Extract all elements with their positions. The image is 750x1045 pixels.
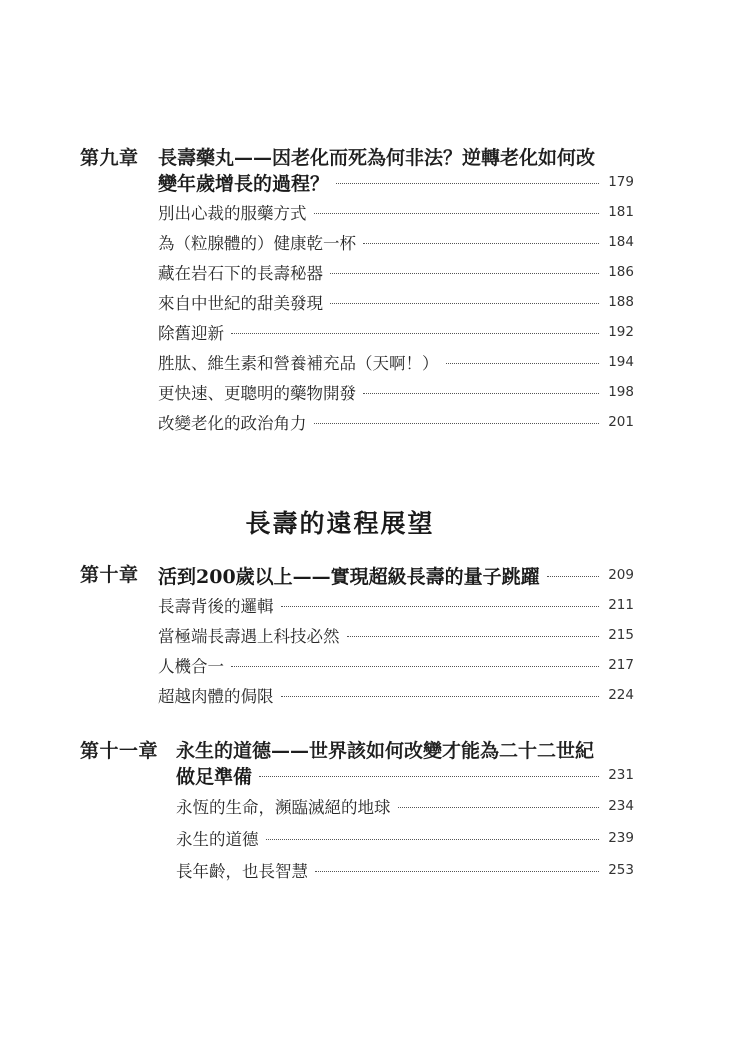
- toc-entry[interactable]: [176, 858, 634, 882]
- dot-leader: [336, 183, 599, 184]
- dot-leader: [266, 839, 600, 840]
- toc-entry[interactable]: [158, 593, 634, 617]
- page-number: 181: [608, 204, 634, 220]
- page-number: 217: [608, 657, 634, 673]
- entry-title: 永恆的生命，瀕臨滅絕的地球: [176, 798, 391, 817]
- entry-title: 除舊迎新: [158, 324, 224, 343]
- chapter-11-title-line2: 做足準備: [176, 765, 253, 788]
- toc-entry[interactable]: [158, 653, 634, 677]
- dot-leader: [231, 666, 599, 667]
- page-number: 198: [608, 384, 634, 400]
- entry-title: 當極端長壽遇上科技必然: [158, 627, 340, 646]
- page-number: 234: [608, 798, 634, 814]
- page-number: 184: [608, 234, 634, 250]
- entry-title: 為（粒腺體的）健康乾一杯: [158, 234, 356, 253]
- dot-leader: [281, 696, 600, 697]
- dot-leader: [315, 871, 599, 872]
- chapter-10-label: 第十章: [80, 564, 139, 586]
- chapter-9-title-entry[interactable]: [158, 170, 634, 194]
- dot-leader: [281, 606, 600, 607]
- page-number: 188: [608, 294, 634, 310]
- dot-leader: [231, 333, 599, 334]
- entry-title: 別出心裁的服藥方式: [158, 204, 307, 223]
- dot-leader: [330, 273, 599, 274]
- chapter-9-title-line2: 變年歲增長的過程？: [158, 172, 330, 195]
- toc-entry[interactable]: [158, 290, 634, 314]
- chapter-9-title-line1: 長壽藥丸——因老化而死為何非法？逆轉老化如何改: [158, 147, 596, 169]
- page-number: 211: [608, 597, 634, 613]
- section-heading: 長壽的遠程展望: [245, 509, 435, 538]
- entry-title: 超越肉體的侷限: [158, 687, 274, 706]
- entry-title: 改變老化的政治角力: [158, 414, 307, 433]
- entry-title: 長壽背後的邏輯: [158, 597, 274, 616]
- dot-leader: [330, 303, 599, 304]
- chapter-11-label: 第十一章: [80, 740, 159, 762]
- toc-entry[interactable]: [158, 380, 634, 404]
- page-number: 194: [608, 354, 634, 370]
- chapter-10-title-entry[interactable]: [158, 563, 634, 587]
- page-number: 201: [608, 414, 634, 430]
- dot-leader: [446, 363, 600, 364]
- entry-title: 胜肽、維生素和營養補充品（天啊！）: [158, 354, 439, 373]
- page-number: 209: [608, 567, 634, 583]
- toc-entry[interactable]: [158, 320, 634, 344]
- toc-entry[interactable]: [158, 200, 634, 224]
- toc-entry[interactable]: [158, 230, 634, 254]
- entry-title: 更快速、更聰明的藥物開發: [158, 384, 356, 403]
- toc-entry[interactable]: [158, 350, 634, 374]
- toc-entry[interactable]: [176, 826, 634, 850]
- page-number: 186: [608, 264, 634, 280]
- chapter-10-title: 活到200歲以上——實現超級長壽的量子跳躍: [158, 565, 540, 588]
- page-number: 253: [608, 862, 634, 878]
- chapter-9-label: 第九章: [80, 147, 139, 169]
- dot-leader: [259, 776, 599, 777]
- entry-title: 來自中世紀的甜美發現: [158, 294, 323, 313]
- page-number: 179: [608, 174, 634, 190]
- entry-title: 藏在岩石下的長壽秘器: [158, 264, 323, 283]
- toc-entry[interactable]: [176, 794, 634, 818]
- toc-entry[interactable]: [158, 410, 634, 434]
- chapter-11-title-line1: 永生的道德——世界該如何改變才能為二十二世紀: [176, 740, 595, 762]
- entry-title: 人機合一: [158, 657, 224, 676]
- entry-title: 長年齡，也長智慧: [176, 862, 308, 881]
- dot-leader: [314, 423, 600, 424]
- dot-leader: [547, 576, 599, 577]
- page-number: 215: [608, 627, 634, 643]
- toc-entry[interactable]: [158, 683, 634, 707]
- dot-leader: [363, 393, 599, 394]
- toc-entry[interactable]: [158, 260, 634, 284]
- entry-title: 永生的道德: [176, 830, 259, 849]
- page-number: 231: [608, 767, 634, 783]
- dot-leader: [398, 807, 600, 808]
- dot-leader: [314, 213, 600, 214]
- dot-leader: [363, 243, 599, 244]
- page-number: 192: [608, 324, 634, 340]
- page-number: 224: [608, 687, 634, 703]
- chapter-11-title-entry[interactable]: [176, 763, 634, 787]
- page-number: 239: [608, 830, 634, 846]
- toc-entry[interactable]: [158, 623, 634, 647]
- dot-leader: [347, 636, 600, 637]
